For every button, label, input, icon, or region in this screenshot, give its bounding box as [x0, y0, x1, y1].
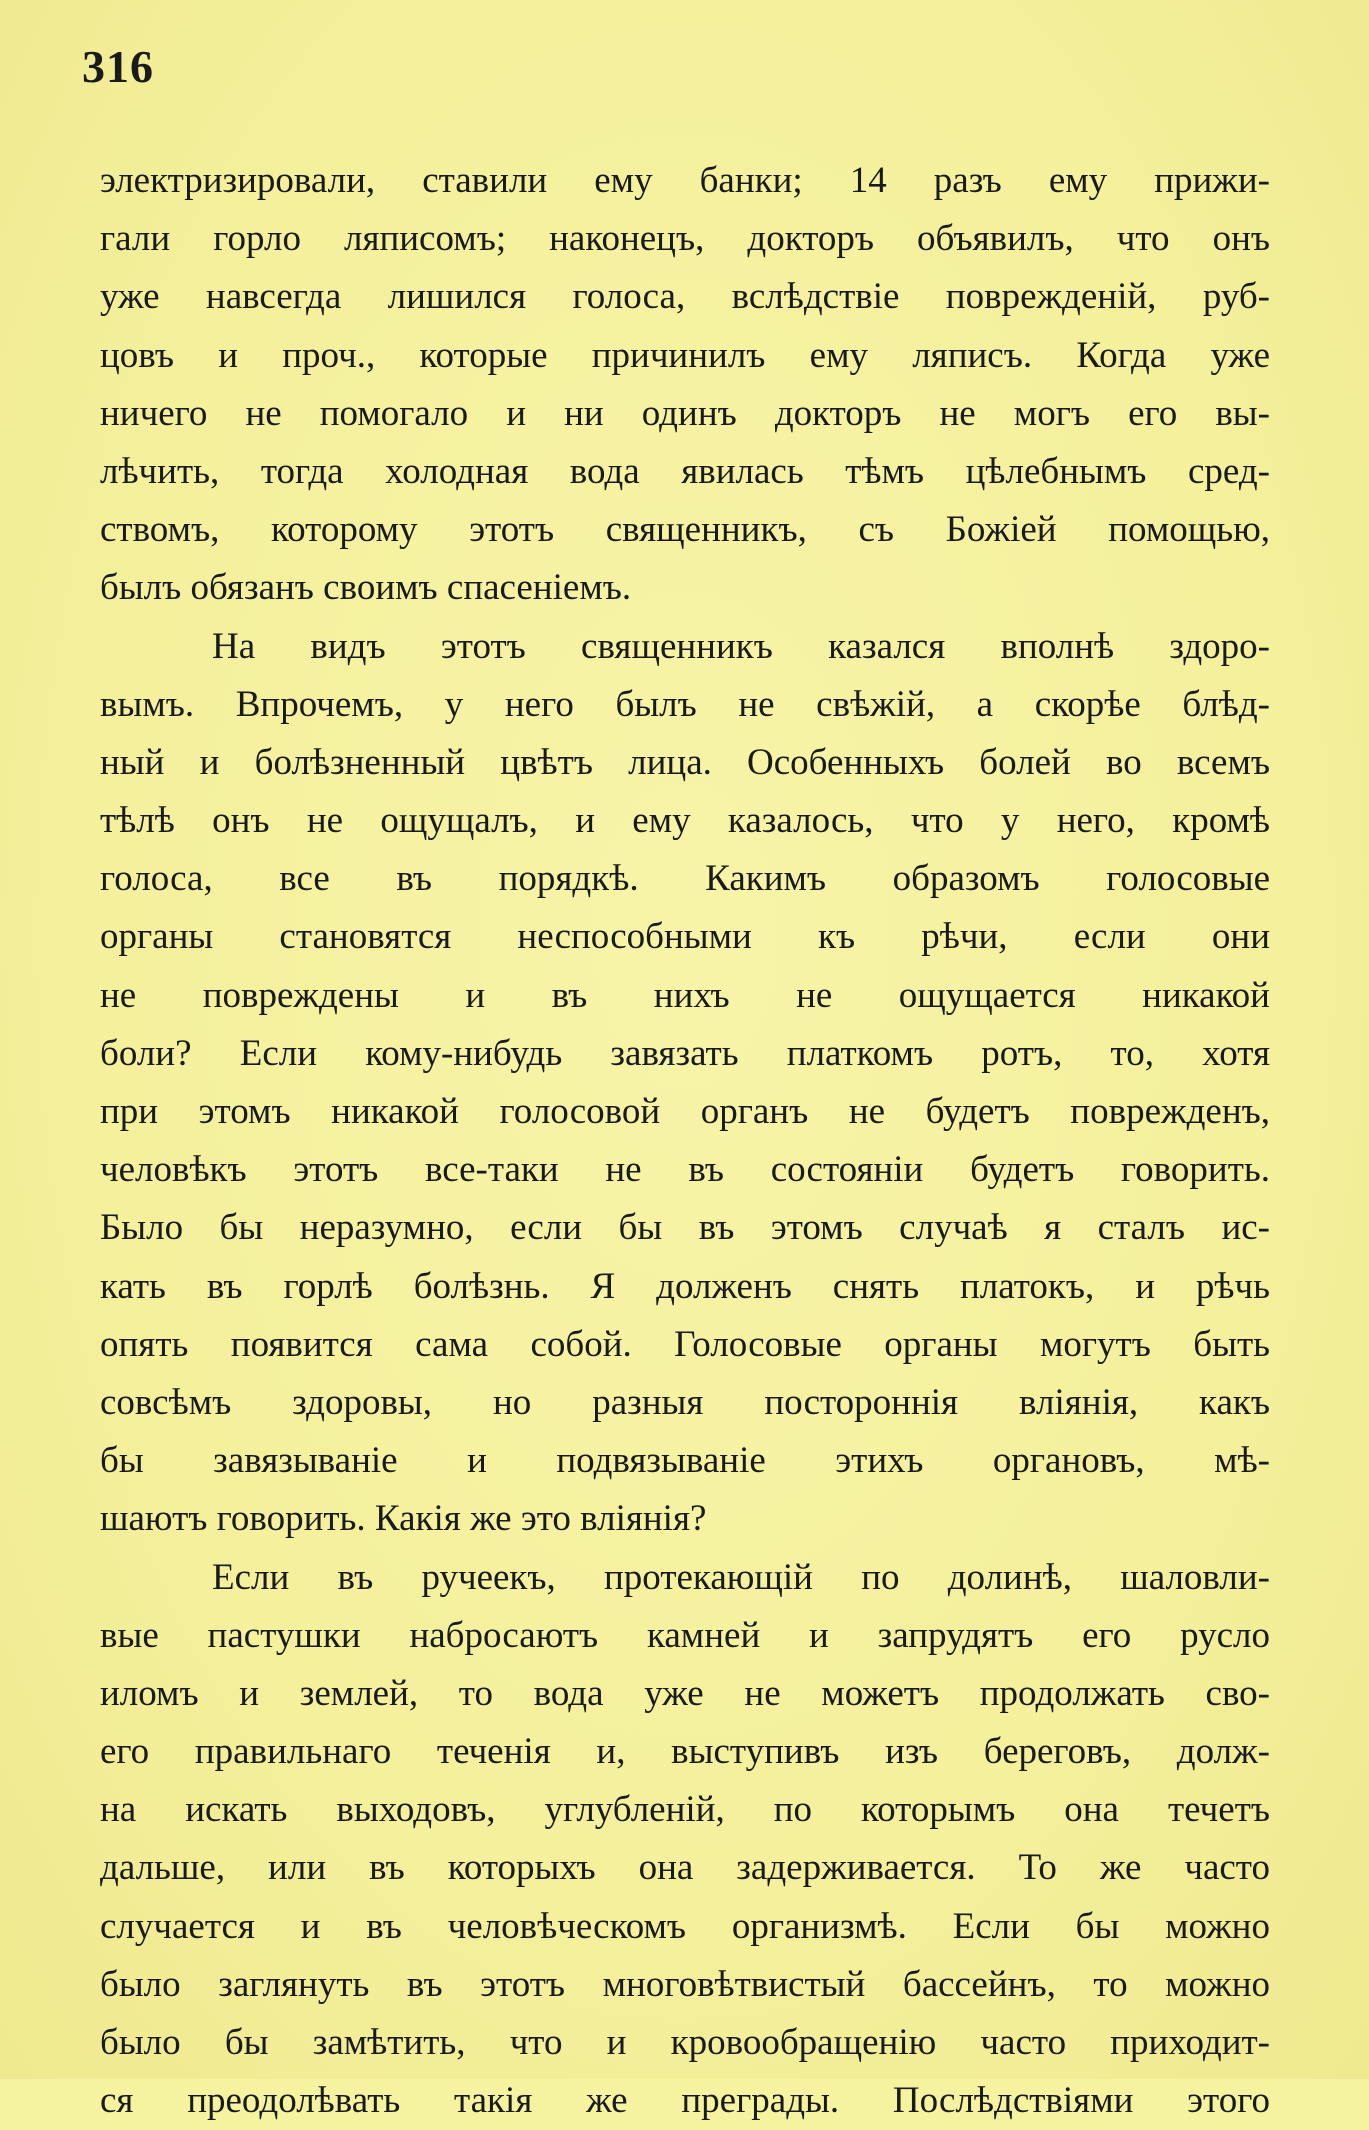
text-line: На видъ этотъ священникъ казался вполнѣ здоро- [212, 625, 1270, 667]
text-line: было бы замѣтить, что и кровообращенію часто приходит- [100, 2022, 1270, 2063]
text-line: ствомъ, которому этотъ священникъ, съ Божіей помощью, [100, 509, 1270, 551]
text-line: кать въ горлѣ болѣзнь. Я долженъ снять платокъ, и рѣчь [100, 1265, 1270, 1307]
text-line: уже навсегда лишился голоса, вслѣдствіе поврежденій, руб- [100, 276, 1270, 318]
page-number: 316 [82, 41, 154, 92]
text-line: было заглянуть въ этотъ многовѣтвистый бассейнъ, то можно [100, 1963, 1270, 2005]
text-line: на искать выходовъ, углубленій, по которымъ она течетъ [100, 1789, 1270, 1831]
text-line: случается и въ человѣческомъ организмѣ. Если бы можно [100, 1905, 1270, 1947]
text-line: человѣкъ этотъ все-таки не въ состояніи будетъ говорить. [100, 1149, 1270, 1191]
text-line: иломъ и землей, то вода уже не можетъ продолжать сво- [100, 1672, 1270, 1714]
text-line: голоса, все въ порядкѣ. Какимъ образомъ голосовые [100, 858, 1270, 900]
text-line: боли? Если кому-нибудь завязать платкомъ ротъ, то, хотя [100, 1032, 1270, 1074]
text-line: шаютъ говорить. Какія же это вліянія? [100, 1498, 707, 1540]
text-line: ный и болѣзненный цвѣтъ лица. Особенныхъ болей во всемъ [100, 741, 1270, 783]
text-line: Если въ ручеекъ, протекающій по долинѣ, шаловли- [212, 1556, 1270, 1598]
text-line: совсѣмъ здоровы, но разныя постороннія вліянія, какъ [100, 1381, 1270, 1423]
text-line: не повреждены и въ нихъ не ощущается никакой [100, 974, 1270, 1016]
text-line: ничего не помогало и ни одинъ докторъ не могъ его вы- [100, 392, 1270, 434]
text-line: дальше, или въ которыхъ она задерживается. То же часто [100, 1847, 1270, 1889]
body-text [100, 152, 1270, 2130]
text-line: бы завязываніе и подвязываніе этихъ органовъ, мѣ- [100, 1440, 1270, 1482]
text-line: его правильнаго теченія и, выступивъ изъ береговъ, долж- [100, 1731, 1270, 1773]
text-line: органы становятся неспособными къ рѣчи, если они [100, 916, 1270, 958]
text-line: вые пастушки набросаютъ камней и запрудятъ его русло [100, 1614, 1270, 1656]
text-line: электризировали, ставили ему банки; 14 разъ ему прижи- [100, 160, 1270, 201]
text-line: Было бы неразумно, если бы въ этомъ случаѣ я сталъ ис- [100, 1207, 1270, 1249]
text-line: тѣлѣ онъ не ощущалъ, и ему казалось, что у него, кромѣ [100, 800, 1270, 842]
text-line: вымъ. Впрочемъ, у него былъ не свѣжій, а скорѣе блѣд- [100, 683, 1270, 725]
text-line: при этомъ никакой голосовой органъ не будетъ поврежденъ, [100, 1091, 1270, 1132]
text-line: гали горло ляписомъ; наконецъ, докторъ объявилъ, что онъ [100, 218, 1270, 260]
text-line: былъ обязанъ своимъ спасеніемъ. [100, 567, 632, 609]
text-line: ся преодолѣвать такія же преграды. Послѣдствіями этого [100, 2080, 1270, 2122]
text-line: лѣчить, тогда холодная вода явилась тѣмъ цѣлебнымъ сред- [100, 450, 1270, 492]
text-line: цовъ и проч., которые причинилъ ему ляписъ. Когда уже [100, 334, 1270, 376]
text-line: опять появится сама собой. Голосовые органы могутъ быть [100, 1323, 1270, 1365]
